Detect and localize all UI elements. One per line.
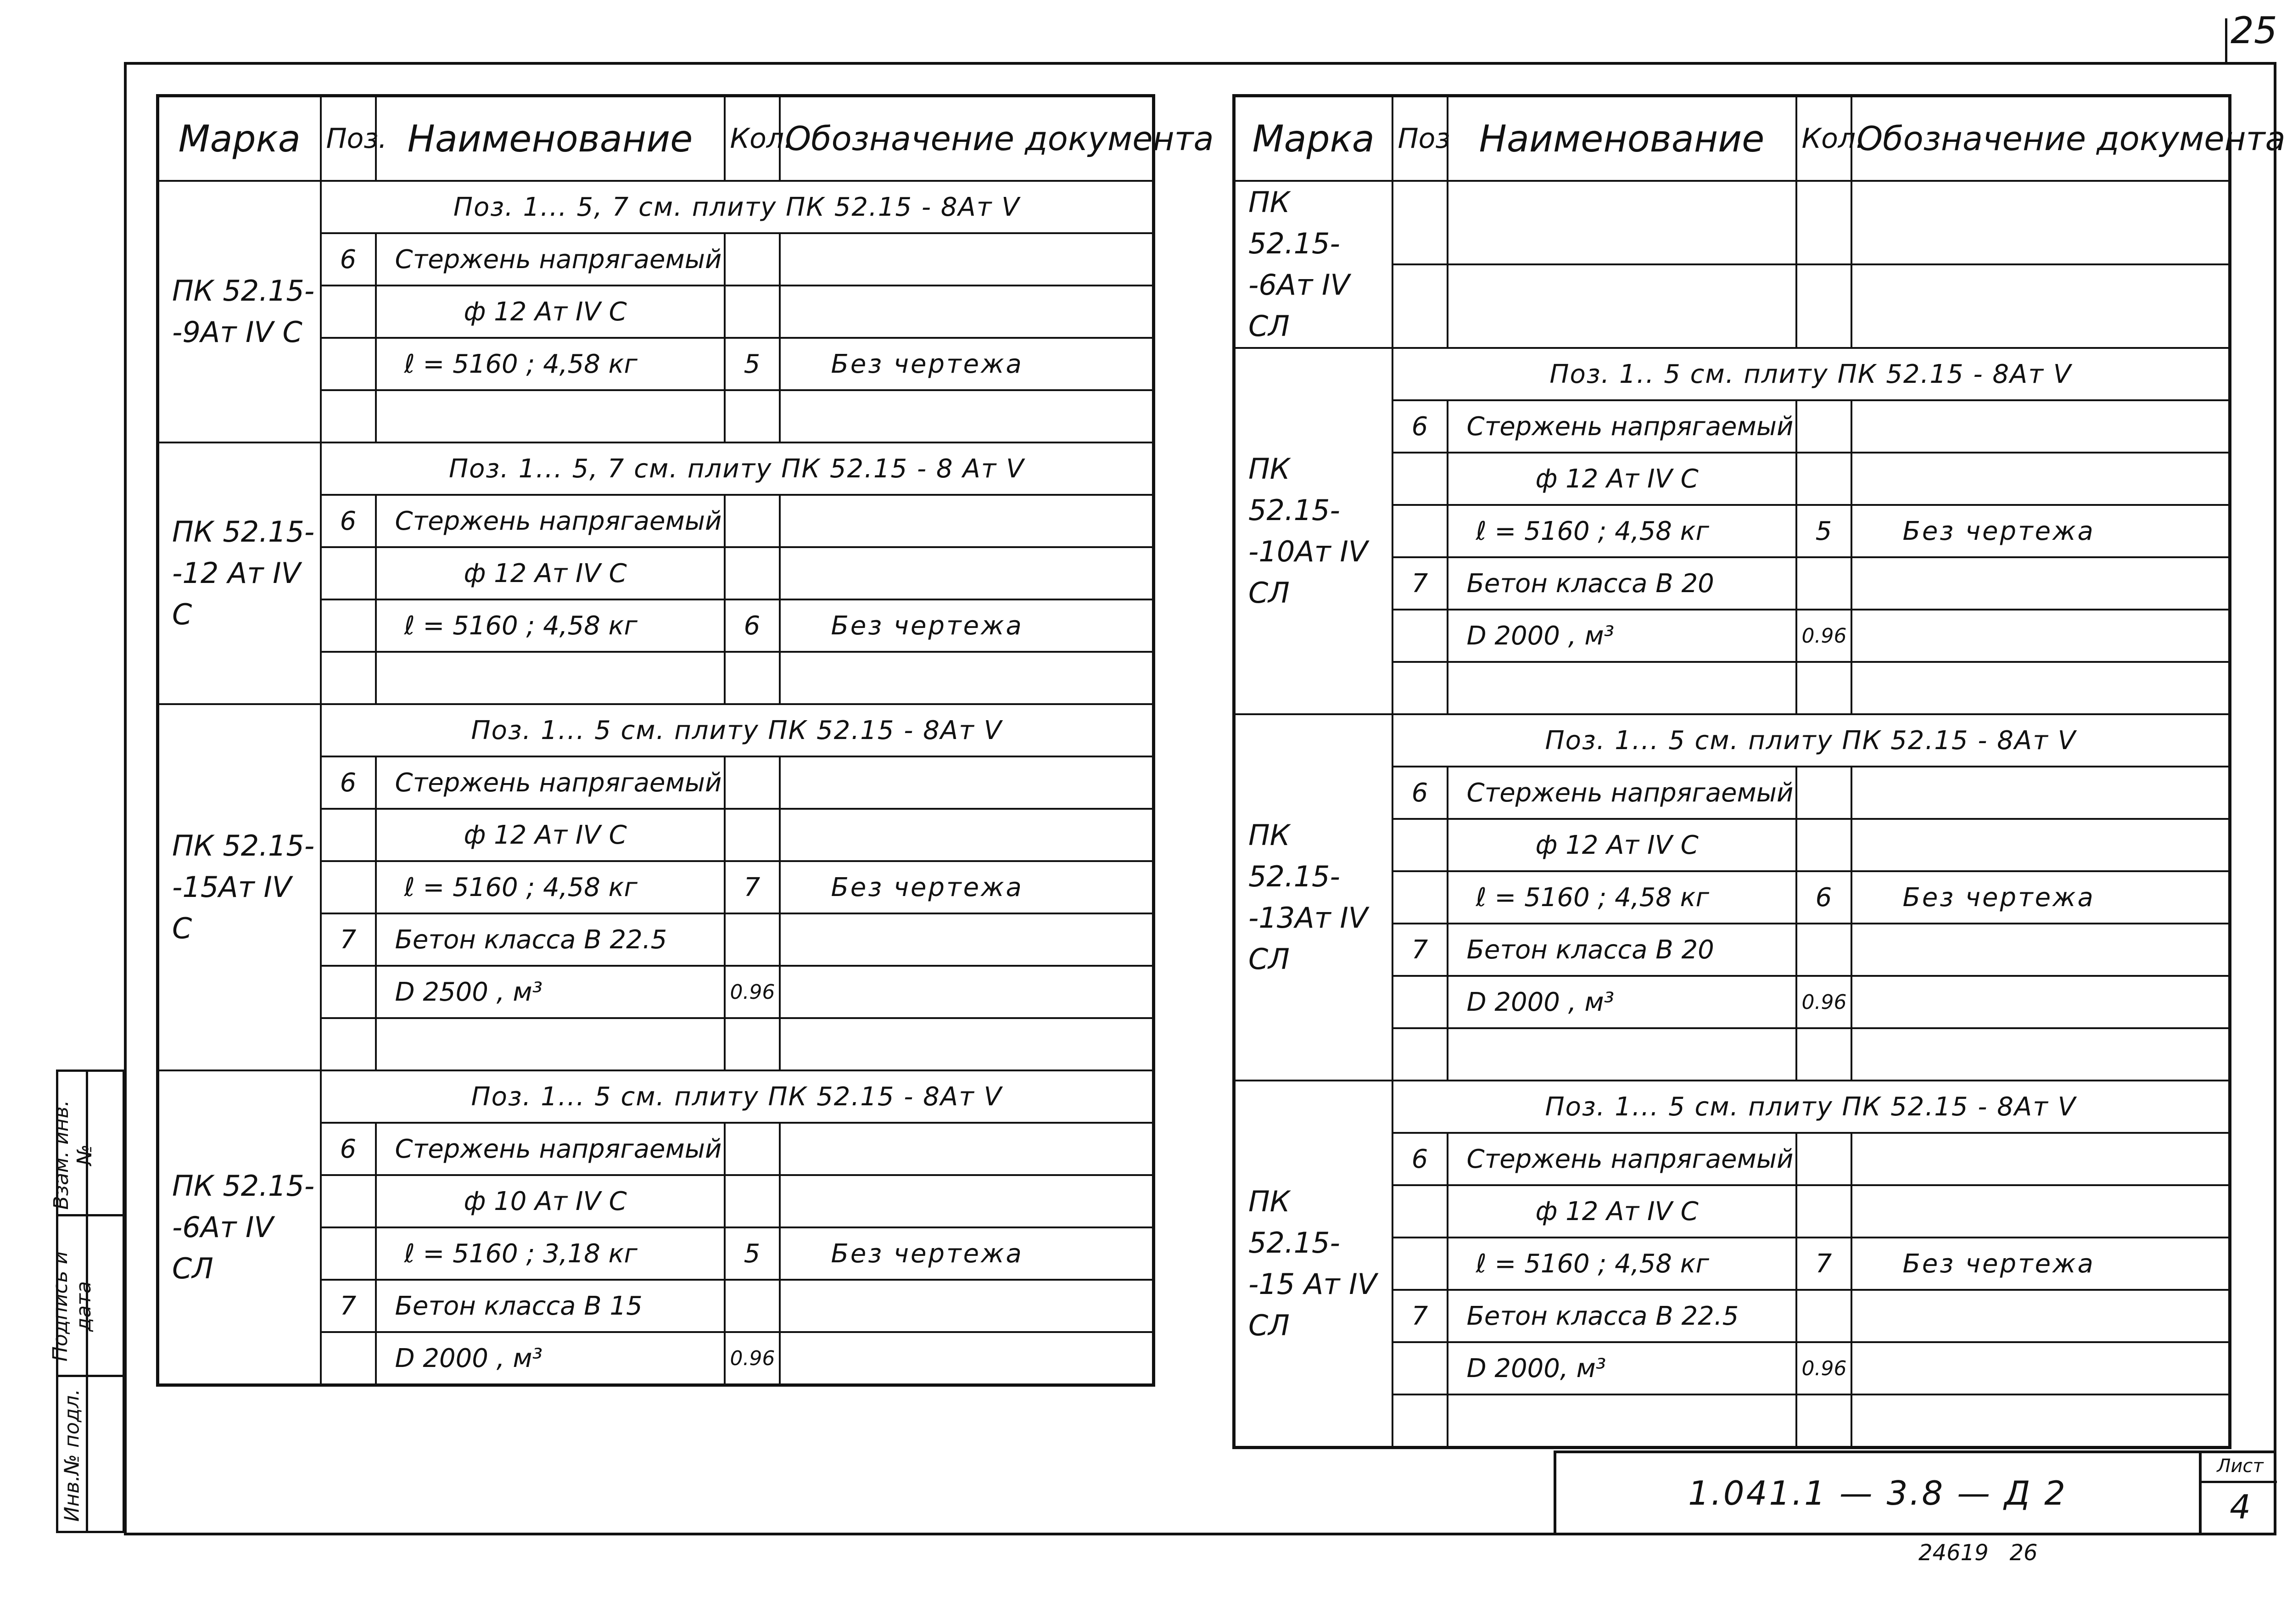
pos-cell: 7: [1392, 924, 1448, 976]
kol-cell: [1796, 1185, 1851, 1238]
name-cell: Бетон класса В 22.5: [1448, 1290, 1796, 1342]
pos-cell: [321, 1227, 376, 1280]
doc-cell: [1851, 924, 2230, 976]
name-cell: ℓ = 5160 ; 4,58 кг: [376, 599, 725, 652]
left-header-row: [158, 96, 1154, 181]
kol-cell: [1796, 767, 1851, 819]
pos-cell: [321, 966, 376, 1018]
kol-cell: [725, 652, 780, 704]
table-row: [158, 442, 1154, 495]
name-cell: [1448, 1028, 1796, 1081]
doc-cell: [780, 233, 1154, 286]
kol-cell: [1796, 819, 1851, 871]
name-cell: Стержень напрягаемый: [1448, 1133, 1796, 1185]
header-pos: Поз: [1392, 96, 1448, 181]
pos-cell: [1392, 976, 1448, 1028]
name-cell: ф 12 Ат IV С: [1448, 453, 1796, 505]
table-row: [1234, 348, 2230, 400]
kol-cell: [725, 1280, 780, 1332]
kol-cell: 0.96: [1796, 976, 1851, 1028]
name-cell: [1448, 1394, 1796, 1448]
doc-cell: [1851, 819, 2230, 871]
marka-cell: ПК 52.15- -12 Ат IV C: [158, 442, 321, 704]
name-cell: ф 12 Ат IV С: [1448, 819, 1796, 871]
kol-cell: [725, 913, 780, 966]
doc-cell: [780, 547, 1154, 599]
doc-cell: [1851, 1133, 2230, 1185]
name-cell: ℓ = 5160 ; 4,58 кг: [1448, 871, 1796, 924]
kol-cell: [725, 286, 780, 338]
name-cell: Стержень напрягаемый: [376, 1123, 725, 1175]
doc-cell: [780, 495, 1154, 547]
marka-cell: ПК 52.15- -13Ат IV СЛ: [1234, 714, 1392, 1081]
pos-cell: 6: [321, 495, 376, 547]
doc-cell: [1851, 767, 2230, 819]
table-row: [1234, 714, 2230, 767]
pos-cell: [321, 1332, 376, 1385]
kol-cell: [725, 495, 780, 547]
kol-cell: [1796, 1290, 1851, 1342]
name-cell: ℓ = 5160 ; 3,18 кг: [376, 1227, 725, 1280]
kol-cell: [1796, 1133, 1851, 1185]
pos-cell: 7: [321, 913, 376, 966]
pos-cell: [1392, 1028, 1448, 1081]
left-spec-table: [156, 94, 1214, 1387]
name-cell: ф 12 Ат IV С: [376, 809, 725, 861]
kol-cell: [725, 809, 780, 861]
pos-cell: 6: [321, 1123, 376, 1175]
reference-row: Поз. 1.. 5 см. плиту ПК 52.15 - 8Ат V: [1392, 348, 2230, 400]
doc-cell: Без чертежа: [1851, 505, 2230, 557]
pos-cell: 6: [1392, 1133, 1448, 1185]
reference-row: Поз. 1... 5 см. плиту ПК 52.15 - 8Ат V: [1392, 1081, 2230, 1133]
kol-cell: [725, 547, 780, 599]
pos-cell: [321, 1175, 376, 1227]
doc-cell: [780, 1123, 1154, 1175]
doc-cell: [1851, 1028, 2230, 1081]
header-name: Наименование: [1448, 96, 1796, 181]
marka-cell: ПК 52.15- -10Ат IV СЛ: [1234, 348, 1392, 714]
pos-cell: 6: [321, 756, 376, 809]
doc-cell: [780, 1018, 1154, 1070]
doc-cell: [780, 966, 1154, 1018]
doc-cell: Без чертежа: [780, 861, 1154, 913]
header-pos: Поз.: [321, 96, 376, 181]
signature-date-label: Подпись и дата: [49, 1251, 95, 1362]
sheet-number: 4: [2230, 1488, 2251, 1526]
kol-cell: 0.96: [1796, 610, 1851, 662]
name-cell: ℓ = 5160 ; 4,58 кг: [1448, 1238, 1796, 1290]
reference-row: Поз. 1... 5, 7 см. плиту ПК 52.15 - 8 Ат V: [321, 442, 1154, 495]
name-cell: Стержень напрягаемый: [376, 233, 725, 286]
kol-cell: 5: [725, 1227, 780, 1280]
pos-cell: 7: [1392, 557, 1448, 610]
kol-cell: 5: [725, 338, 780, 390]
header-marka: Марка: [158, 96, 321, 181]
doc-cell: [1851, 1394, 2230, 1448]
name-cell: ℓ = 5160 ; 4,58 кг: [1448, 505, 1796, 557]
doc-cell: [780, 652, 1154, 704]
header-marka: Марка: [1234, 96, 1392, 181]
name-cell: ф 12 Ат IV С: [1448, 1185, 1796, 1238]
table-row: [158, 1070, 1154, 1123]
name-cell: Бетон класса В 20: [1448, 557, 1796, 610]
kol-cell: [1796, 453, 1851, 505]
kol-cell: [1796, 181, 1851, 264]
pos-cell: [1392, 264, 1448, 348]
name-cell: [376, 390, 725, 442]
doc-cell: [1851, 264, 2230, 348]
name-cell: D 2000, м³: [1448, 1342, 1796, 1394]
kol-cell: [725, 390, 780, 442]
reference-row: Поз. 1... 5, 7 см. плиту ПК 52.15 - 8Ат V: [321, 181, 1154, 233]
doc-cell: Без чертежа: [1851, 1238, 2230, 1290]
name-cell: Бетон класса В 22.5: [376, 913, 725, 966]
document-code: 1.041.1 — 3.8 — Д 2: [1688, 1474, 2067, 1512]
doc-cell: [780, 913, 1154, 966]
name-cell: [376, 1018, 725, 1070]
marka-cell: ПК 52.15- -9Ат IV C: [158, 181, 321, 442]
name-cell: Стержень напрягаемый: [376, 756, 725, 809]
name-cell: ℓ = 5160 ; 4,58 кг: [376, 861, 725, 913]
doc-cell: Без чертежа: [1851, 871, 2230, 924]
doc-cell: Без чертежа: [780, 599, 1154, 652]
pos-cell: [321, 809, 376, 861]
kol-cell: 6: [725, 599, 780, 652]
name-cell: [1448, 662, 1796, 714]
kol-cell: [1796, 400, 1851, 453]
marka-cell: ПК 52.15- -6Ат IV СЛ: [158, 1070, 321, 1385]
table-row: [1234, 1081, 2230, 1133]
name-cell: ℓ = 5160 ; 4,58 кг: [376, 338, 725, 390]
right-header-row: [1234, 96, 2230, 181]
pos-cell: [321, 1018, 376, 1070]
header-doc: Обозначение документа: [780, 96, 1154, 181]
right-spec-table: [1232, 94, 2286, 1449]
doc-cell: [1851, 1342, 2230, 1394]
pos-cell: 7: [1392, 1290, 1448, 1342]
header-name: Наименование: [376, 96, 725, 181]
pos-cell: [321, 599, 376, 652]
kol-cell: 0.96: [1796, 1342, 1851, 1394]
pos-cell: [1392, 662, 1448, 714]
vzam-inv-label: Взам. инв.№: [50, 1100, 96, 1210]
pos-cell: 6: [1392, 400, 1448, 453]
pos-cell: [1392, 181, 1448, 264]
corner-tick: [2225, 18, 2227, 64]
marka-cell: ПК 52.15- -6Ат IV СЛ: [1234, 181, 1392, 348]
name-cell: [1448, 181, 1796, 264]
name-cell: D 2000 , м³: [1448, 976, 1796, 1028]
kol-cell: 7: [1796, 1238, 1851, 1290]
pos-cell: [1392, 1185, 1448, 1238]
doc-cell: [780, 1332, 1154, 1385]
header-kol: Кол.: [725, 96, 780, 181]
doc-cell: [1851, 662, 2230, 714]
inv-podl-label: Инв.№ подл.: [60, 1389, 84, 1522]
pos-cell: [1392, 1342, 1448, 1394]
doc-cell: [780, 809, 1154, 861]
kol-cell: [725, 756, 780, 809]
pos-cell: [1392, 505, 1448, 557]
kol-cell: [1796, 924, 1851, 976]
header-kol: Кол.: [1796, 96, 1851, 181]
kol-cell: [725, 233, 780, 286]
pos-cell: [1392, 1238, 1448, 1290]
doc-cell: [1851, 1185, 2230, 1238]
doc-cell: Без чертежа: [780, 338, 1154, 390]
kol-cell: 6: [1796, 871, 1851, 924]
name-cell: ф 12 Ат IV С: [376, 547, 725, 599]
marka-cell: ПК 52.15- -15 Ат IV СЛ: [1234, 1081, 1392, 1448]
doc-cell: [780, 390, 1154, 442]
doc-cell: [1851, 610, 2230, 662]
kol-cell: [1796, 557, 1851, 610]
name-cell: Стержень напрягаемый: [1448, 767, 1796, 819]
reference-row: Поз. 1... 5 см. плиту ПК 52.15 - 8Ат V: [321, 1070, 1154, 1123]
kol-cell: 0.96: [725, 966, 780, 1018]
doc-cell: [780, 1280, 1154, 1332]
doc-cell: [1851, 400, 2230, 453]
pos-cell: [321, 861, 376, 913]
table-row: [158, 181, 1154, 233]
name-cell: Стержень напрягаемый: [376, 495, 725, 547]
pos-cell: [321, 286, 376, 338]
doc-cell: [1851, 453, 2230, 505]
pos-cell: [1392, 1394, 1448, 1448]
doc-cell: [1851, 181, 2230, 264]
name-cell: ф 10 Ат IV С: [376, 1175, 725, 1227]
doc-cell: [780, 1175, 1154, 1227]
pos-cell: [321, 390, 376, 442]
side-stamp: [49, 1070, 125, 1533]
kol-cell: [725, 1018, 780, 1070]
name-cell: D 2000 , м³: [1448, 610, 1796, 662]
pos-cell: [1392, 610, 1448, 662]
page-corner-number: 25: [2231, 9, 2277, 52]
doc-cell: [780, 756, 1154, 809]
title-block: [1554, 1450, 2276, 1535]
pos-cell: 6: [1392, 767, 1448, 819]
sheet-label: Лист: [2217, 1456, 2264, 1477]
name-cell: Стержень напрягаемый: [1448, 400, 1796, 453]
kol-cell: 7: [725, 861, 780, 913]
kol-cell: [725, 1123, 780, 1175]
kol-cell: [1796, 264, 1851, 348]
name-cell: [1448, 264, 1796, 348]
kol-cell: 0.96: [725, 1332, 780, 1385]
name-cell: D 2500 , м³: [376, 966, 725, 1018]
doc-cell: Без чертежа: [780, 1227, 1154, 1280]
kol-cell: 5: [1796, 505, 1851, 557]
reference-row: Поз. 1... 5 см. плиту ПК 52.15 - 8Ат V: [321, 704, 1154, 756]
name-cell: D 2000 , м³: [376, 1332, 725, 1385]
doc-cell: [1851, 1290, 2230, 1342]
kol-cell: [1796, 1394, 1851, 1448]
pos-cell: [1392, 453, 1448, 505]
name-cell: Бетон класса В 15: [376, 1280, 725, 1332]
pos-cell: [321, 547, 376, 599]
name-cell: Бетон класса В 20: [1448, 924, 1796, 976]
archive-number: 24619 26: [1918, 1540, 2038, 1566]
pos-cell: [321, 338, 376, 390]
kol-cell: [725, 1175, 780, 1227]
pos-cell: [321, 652, 376, 704]
doc-cell: [1851, 557, 2230, 610]
name-cell: ф 12 Ат IV С: [376, 286, 725, 338]
pos-cell: [1392, 871, 1448, 924]
marka-cell: ПК 52.15- -15Ат IV C: [158, 704, 321, 1070]
name-cell: [376, 652, 725, 704]
doc-cell: [1851, 976, 2230, 1028]
kol-cell: [1796, 1028, 1851, 1081]
pos-cell: [1392, 819, 1448, 871]
kol-cell: [1796, 662, 1851, 714]
pos-cell: 7: [321, 1280, 376, 1332]
table-row: [158, 704, 1154, 756]
doc-cell: [780, 286, 1154, 338]
table-row: [1234, 181, 2230, 264]
pos-cell: 6: [321, 233, 376, 286]
reference-row: Поз. 1... 5 см. плиту ПК 52.15 - 8Ат V: [1392, 714, 2230, 767]
header-doc: Обозначение документа: [1851, 96, 2230, 181]
